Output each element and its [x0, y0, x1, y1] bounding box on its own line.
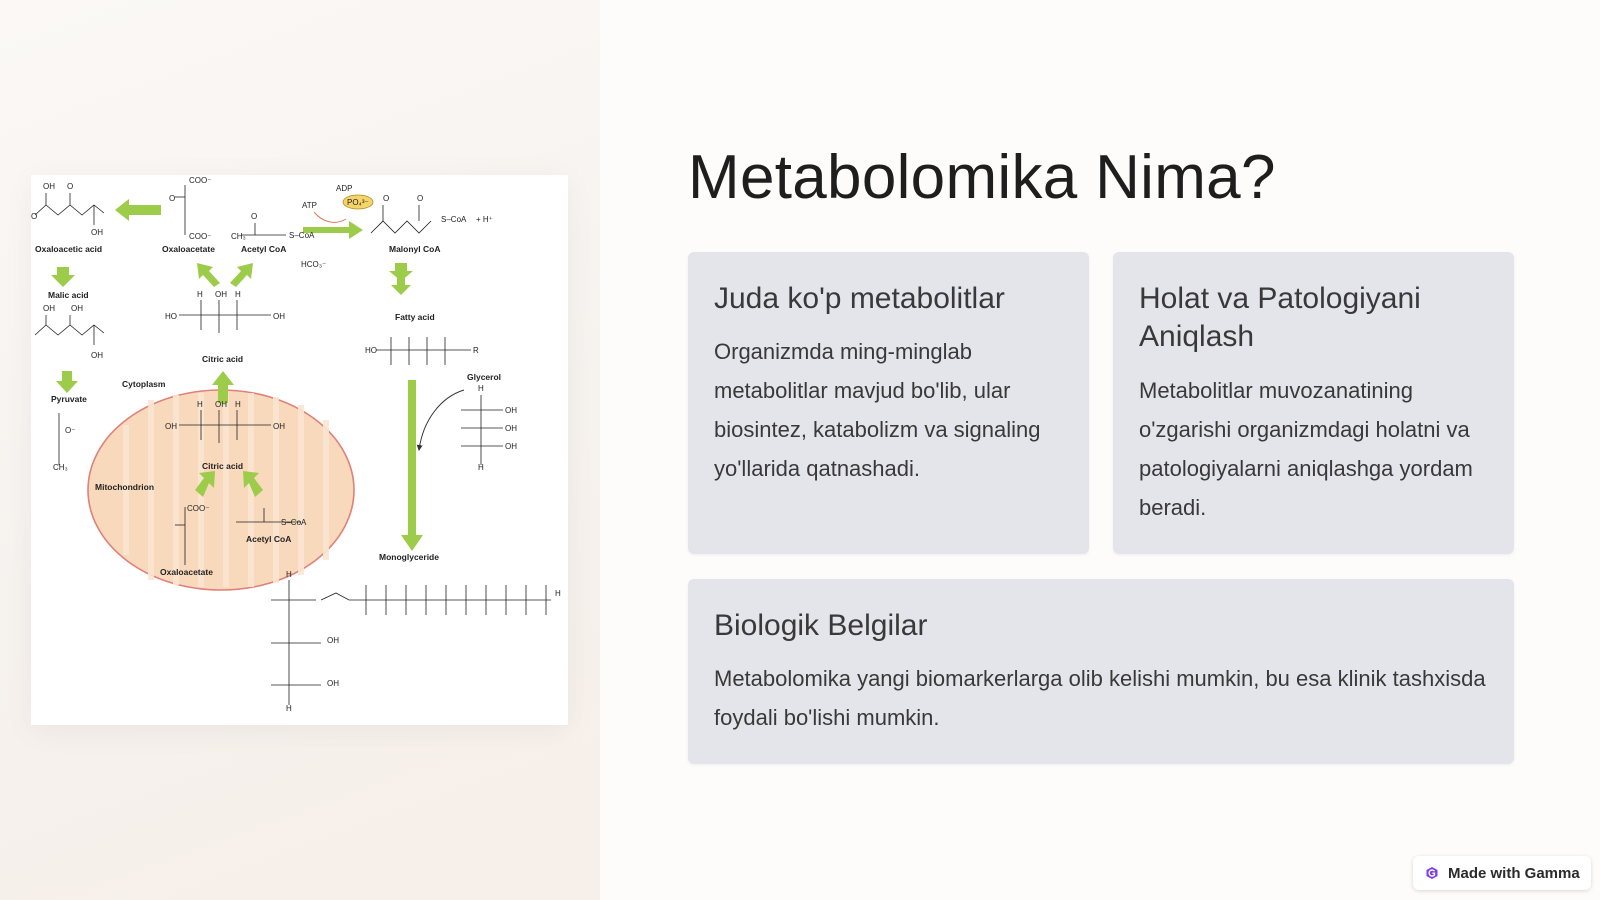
label-atp: ATP — [302, 201, 317, 210]
svg-text:OH: OH — [327, 636, 339, 645]
badge-label: Made with Gamma — [1448, 864, 1580, 882]
gamma-logo-icon — [1425, 866, 1439, 880]
svg-text:OH: OH — [43, 182, 55, 191]
svg-text:OH: OH — [505, 442, 517, 451]
svg-text:H: H — [478, 384, 484, 393]
label-citric-acid-top: Citric acid — [202, 354, 244, 364]
svg-text:H: H — [286, 704, 292, 713]
svg-text:OH: OH — [215, 290, 227, 299]
svg-text:O: O — [169, 194, 176, 203]
svg-text:OH: OH — [71, 304, 83, 313]
glycerol-arrow — [419, 390, 464, 450]
svg-text:H: H — [197, 400, 203, 409]
label-coo-mito: COO⁻ — [187, 504, 210, 513]
metabolic-pathway-diagram — [31, 175, 568, 725]
label-adp: ADP — [336, 184, 353, 193]
svg-text:R: R — [473, 346, 479, 355]
card-biomarkers — [688, 579, 1514, 764]
card-text: Metabolomika yangi biomarkerlarga olib kelishi mumkin, bu esa klinik tashxisda foydali bo'lishi mumkin. — [714, 666, 1486, 731]
svg-text:O: O — [417, 194, 424, 203]
svg-text:H: H — [286, 570, 292, 579]
label-pyruvate: Pyruvate — [51, 394, 87, 404]
label-monoglyceride: Monoglyceride — [379, 552, 439, 562]
card-state-pathology — [1113, 252, 1514, 554]
label-oxaloacetic-acid: Oxaloacetic acid — [35, 244, 103, 254]
svg-text:OH: OH — [165, 422, 177, 431]
label-fatty-acid: Fatty acid — [395, 312, 435, 322]
label-scoa-malonyl: S–CoA — [441, 215, 467, 224]
label-scoa-acetyl: S–CoA — [289, 231, 315, 240]
label-po4: PO₄³⁻ — [347, 198, 369, 207]
label-mitochondrion: Mitochondrion — [95, 482, 155, 492]
label-scoa-acetyl-mito: S–CoA — [281, 518, 307, 527]
svg-text:H: H — [555, 589, 561, 598]
svg-text:H: H — [478, 463, 484, 472]
card-text: Organizmda ming-minglab metabolitlar mavjud bo'lib, ular biosintez, katabolizm va signaling yo'llarida qatnashadi. — [714, 339, 1041, 482]
svg-text:HO: HO — [365, 346, 377, 355]
svg-text:CH₃: CH₃ — [53, 463, 68, 472]
made-with-gamma-badge[interactable] — [1413, 856, 1591, 890]
svg-text:O: O — [383, 194, 390, 203]
svg-text:OH: OH — [91, 351, 103, 360]
page-title: Metabolomika Nima? — [688, 143, 1276, 212]
label-citric-acid-mito: Citric acid — [202, 461, 244, 471]
svg-text:OH: OH — [273, 312, 285, 321]
svg-text:OH: OH — [91, 228, 103, 237]
card-title: Juda ko'p metabolitlar — [714, 282, 1005, 315]
label-hco3: HCO₃⁻ — [301, 260, 327, 269]
svg-text:OH: OH — [273, 422, 285, 431]
svg-text:O: O — [31, 212, 38, 221]
svg-text:OH: OH — [505, 424, 517, 433]
svg-text:CH₃: CH₃ — [231, 232, 246, 241]
svg-text:H: H — [235, 290, 241, 299]
label-oxaloacetate-mito: Oxaloacetate — [160, 567, 213, 577]
svg-text:OH: OH — [215, 400, 227, 409]
svg-text:HO: HO — [165, 312, 177, 321]
svg-text:COO⁻: COO⁻ — [189, 176, 212, 185]
svg-text:OH: OH — [43, 304, 55, 313]
card-many-metabolites — [688, 252, 1089, 554]
label-glycerol: Glycerol — [467, 372, 502, 382]
atp-arrow — [314, 212, 346, 222]
svg-text:O⁻: O⁻ — [65, 426, 76, 435]
label-malic-acid: Malic acid — [48, 290, 89, 300]
label-acetyl-coa-mito: Acetyl CoA — [246, 534, 292, 544]
label-cytoplasm: Cytoplasm — [122, 379, 166, 389]
card-title: Biologik Belgilar — [714, 609, 928, 642]
svg-text:COO⁻: COO⁻ — [189, 232, 212, 241]
label-h-plus: + H⁺ — [476, 215, 493, 224]
svg-text:OH: OH — [327, 679, 339, 688]
card-text: Metabolitlar muvozanatining o'zgarishi organizmdagi holatni va patologiyalarni aniqlashga yordam beradi. — [1139, 377, 1473, 520]
svg-text:O: O — [67, 182, 74, 191]
label-oxaloacetate-top: Oxaloacetate — [162, 244, 215, 254]
svg-text:O: O — [251, 212, 258, 221]
svg-text:H: H — [197, 290, 203, 299]
label-malonyl-coa: Malonyl CoA — [389, 244, 441, 254]
label-acetyl-coa-top: Acetyl CoA — [241, 244, 287, 254]
svg-text:OH: OH — [505, 406, 517, 415]
left-panel — [0, 0, 600, 900]
svg-text:H: H — [235, 400, 241, 409]
card-title: Holat va Patologiyani Aniqlash — [1139, 282, 1421, 354]
